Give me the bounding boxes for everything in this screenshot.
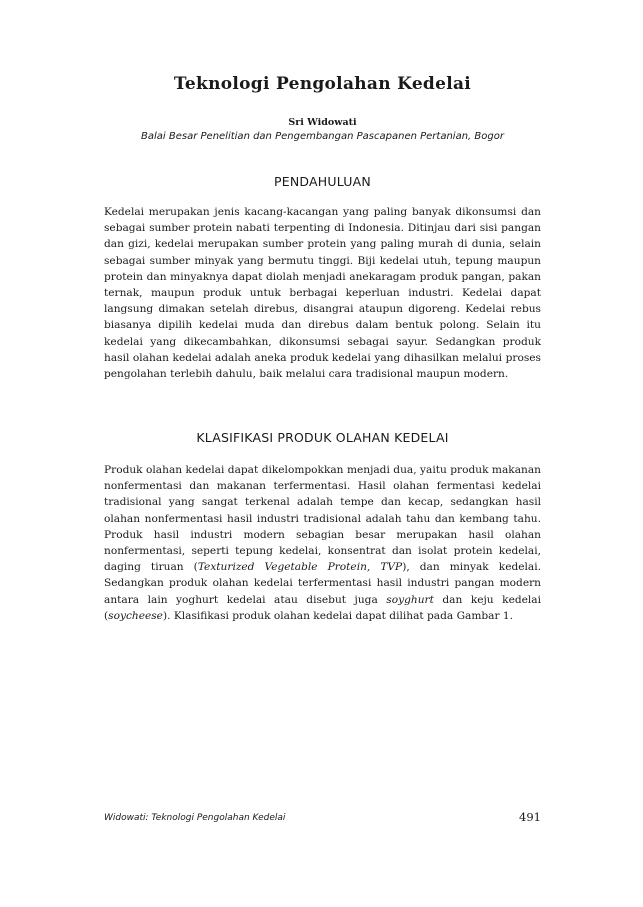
author-name: Sri Widowati — [288, 117, 357, 128]
author-affiliation: Balai Besar Penelitian dan Pengembangan Pascapanen Pertanian, Bogor — [141, 131, 504, 142]
section-paragraph-klasifikasi — [104, 462, 541, 624]
paragraph-italic-term: soyghurt — [386, 593, 434, 606]
paragraph-text: ). Klasifikasi produk olahan kedelai dapat dilihat pada Gambar 1. — [162, 609, 514, 622]
section-heading-klasifikasi: KLASIFIKASI PRODUK OLAHAN KEDELAI — [196, 430, 449, 445]
paper-page — [104, 0, 541, 907]
paragraph-text: Kedelai merupakan jenis kacang-kacangan yang paling banyak dikonsumsi dan sebagai sumber protein nabati terpenting di Indonesia. Ditinjau dari sisi pangan dan gizi, kedelai merupakan sumber protein yang paling murah di dunia, selain sebagai sumber minyak yang bermutu tinggi. Biji kedelai utuh, tepung maupun protein dan minyaknya dapat diolah menjadi anekaragam produk pangan, pakan ternak, maupun produk untuk berbagai keperluan industri. Kedelai dapat langsung dimakan setelah direbus, disangrai ataupun digoreng. Kedelai rebus biasanya dipilih kedelai muda dan direbus dalam bentuk polong. Selain itu kedelai yang dikecambahkan, dikonsumsi sebagai sayur. Sedangkan produk hasil olahan kedelai adalah aneka produk kedelai yang dihasilkan melalui proses pengolahan terlebih dahulu, baik melalui cara tradisional maupun modern. — [104, 206, 541, 381]
paragraph-text: dan keju kedelai ( — [104, 593, 541, 622]
section-heading-pendahuluan: PENDAHULUAN — [274, 174, 371, 189]
paper-title: Teknologi Pengolahan Kedelai — [173, 74, 472, 94]
page-number: 491 — [519, 810, 541, 824]
paragraph-text: ), dan minyak kedelai. Sedangkan produk olahan kedelai terfermentasi hasil industri pangan modern antara lain yoghurt kedelai atau disebut juga — [104, 561, 541, 606]
paragraph-italic-term: Texturized Vegetable Protein, TVP — [197, 561, 403, 574]
running-footer-title: Widowati: Teknologi Pengolahan Kedelai — [104, 813, 286, 823]
paragraph-text: Produk olahan kedelai dapat dikelompokkan menjadi dua, yaitu produk makanan nonfermentasi dan makanan terfermentasi. Hasil olahan fermentasi kedelai tradisional yang sangat terkenal adalah tempe dan kecap, sedangkan hasil olahan nonfermentasi hasil industri tradisional adalah tahu dan kembang tahu. Produk hasil industri modern sebagian besar merupakan hasil olahan nonfermentasi, seperti tepung kedelai, konsentrat dan isolat protein kedelai, daging tiruan ( — [104, 464, 541, 574]
paragraph-italic-term: soycheese — [108, 609, 163, 622]
section-paragraph-pendahuluan — [104, 204, 541, 382]
